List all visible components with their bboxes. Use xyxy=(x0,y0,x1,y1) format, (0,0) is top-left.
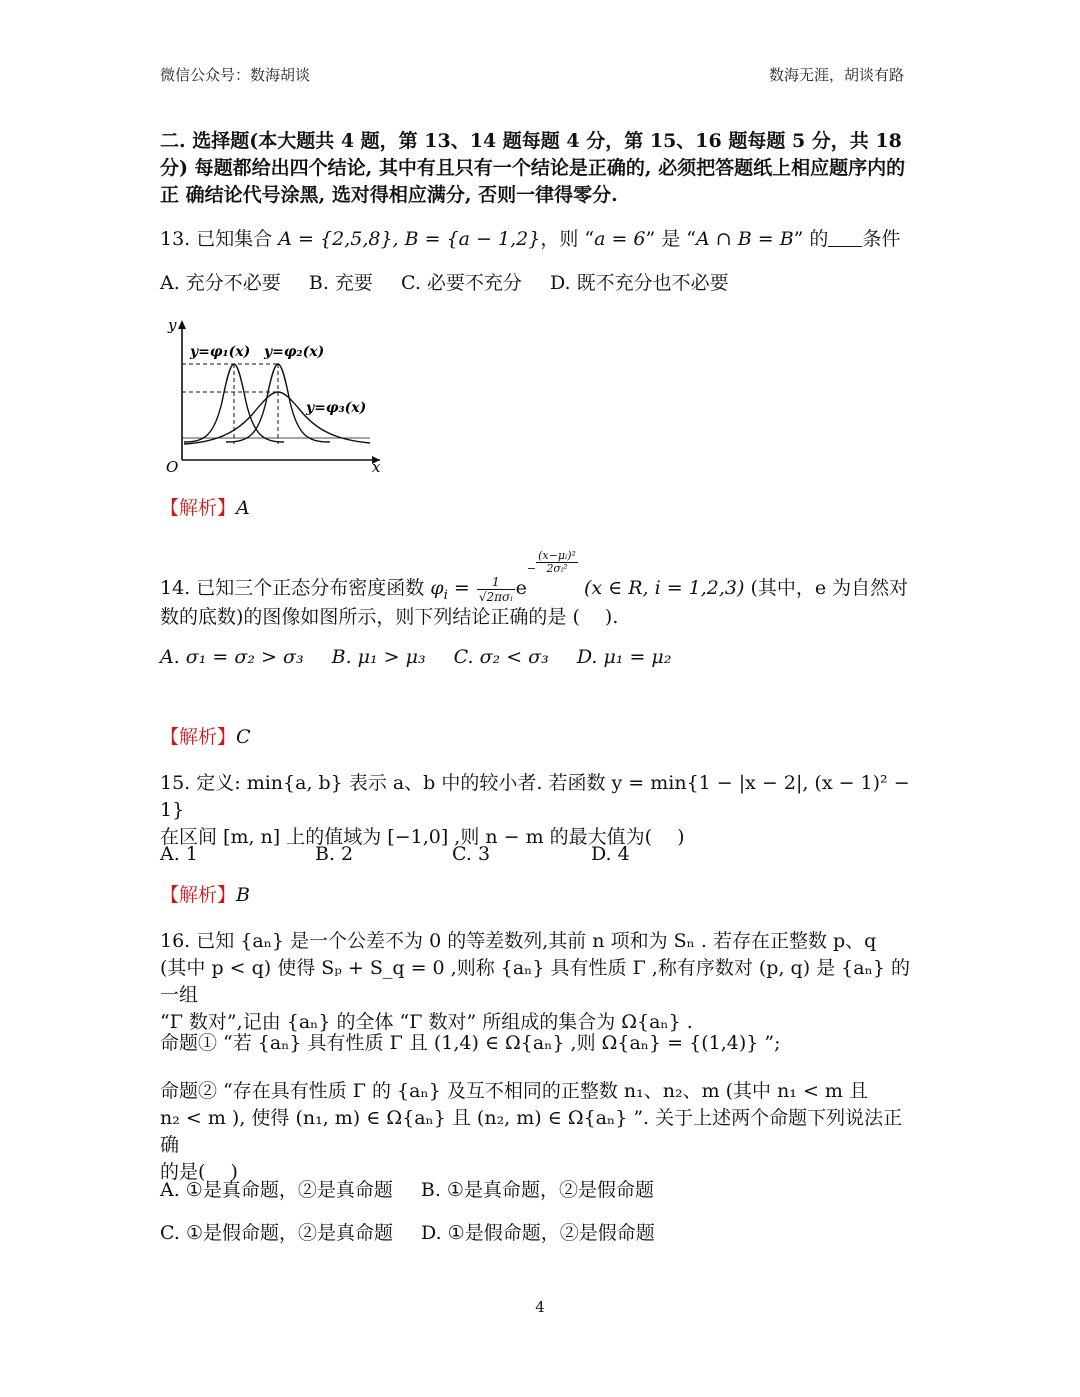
answer-blank xyxy=(828,228,862,247)
q15-option-b: B. 2 xyxy=(315,843,354,865)
curve-label-phi1: y=φ₁(x) xyxy=(190,344,251,360)
q15-option-d: D. 4 xyxy=(591,843,630,865)
q13-options xyxy=(160,270,920,297)
q16-option-a: A. ①是真命题，②是真命题 xyxy=(160,1179,393,1201)
q16-options-row1 xyxy=(160,1177,920,1204)
proposition-2: 命题② “存在具有性质 Γ 的 {aₙ} 及互不相同的正整数 n₁、n₂、m (其中 n₁ < m 且 n₂ < m ), 使得 (n₁, m) ∈ Ω{aₙ} 且 (n₂, m) ∈ Ω{aₙ} ”. 关于上述两个命题下列说法正确 的是( ) xyxy=(160,1080,903,1183)
question-15: 15. 定义: min{a, b} 表示 a、b 中的较小者. 若函数 y = min{1 − |x − 2|, (x − 1)² − 1} 在区间 [m, n] 上的值域为 [−1,0] ,则 n − m 的最大值为( ) xyxy=(160,772,910,848)
question-13: 13. 已知集合 A = {2,5,8}, B = {a − 1,2}，则 “a = 6” 是 “A ∩ B = B” 的 条件 xyxy=(160,228,901,250)
origin-label: O xyxy=(166,458,179,474)
q13-option-c: C. 必要不充分 xyxy=(400,272,522,294)
x-axis-label: x xyxy=(372,458,381,474)
q14-option-a: A. σ₁ = σ₂ > σ₃ xyxy=(160,646,304,668)
q14-options xyxy=(160,644,920,671)
q13-option-d: D. 既不充分也不必要 xyxy=(549,272,729,294)
q14-option-c: C. σ₂ < σ₃ xyxy=(453,646,549,668)
q16-option-b: B. ①是真命题，②是假命题 xyxy=(420,1179,654,1201)
q16-options-row2 xyxy=(160,1220,920,1247)
section-title: 二. 选择题(本大题共 4 题，第 13、14 题每题 4 分，第 15、16 题每题 5 分，共 18 分) 每题都给出四个结论, 其中有且只有一个结论是正确的, 必须把答题纸上相应题序内的正 确结论代号涂黑, 选对得相应满分, 否则一律得零分. xyxy=(160,130,906,206)
q14-option-d: D. μ₁ = μ₂ xyxy=(576,646,672,668)
q16-option-d: D. ①是假命题，②是假命题 xyxy=(421,1222,655,1244)
page-number: 4 xyxy=(535,1298,545,1316)
exponent-fraction: $\frac{\text{(x−μᵢ)²}}{\text{2σᵢ²}}$ xyxy=(538,549,576,575)
header-right: 数海无涯，胡谈有路 xyxy=(768,66,904,84)
curve-label-phi2: y=φ₂(x) xyxy=(264,344,325,360)
q14-option-b: B. μ₁ > μ₃ xyxy=(331,646,426,668)
curve-label-phi3: y=φ₃(x) xyxy=(306,400,367,416)
header-left: 微信公众号：数海胡谈 xyxy=(160,66,311,84)
question-14: 14. 已知三个正态分布密度函数 $\varphi_i$ = $\frac{1}{\text{√2πσᵢ}}$ e− $\frac{\text{(x−μᵢ)²}}{\text{2σᵢ²}}$ (x ∈ R, i = 1,2,3) (其中，e 为自然对数的底数)的图像如图所示，则下列结论正确的是 ( ). xyxy=(160,549,909,628)
q15-option-a: A. 1 xyxy=(160,843,198,865)
q15-option-c: C. 3 xyxy=(452,843,491,865)
answer-13: 【解析】A xyxy=(160,497,250,519)
q13-option-a: A. 充分不必要 xyxy=(160,272,281,294)
answer-14: 【解析】C xyxy=(160,726,251,748)
normal-curves-figure xyxy=(160,312,392,474)
proposition-1: 命题① “若 {aₙ} 具有性质 Γ 且 (1,4) ∈ Ω{aₙ} ,则 Ω{aₙ} = {(1,4)} ”; xyxy=(160,1032,781,1054)
answer-15: 【解析】B xyxy=(160,884,250,906)
y-axis-label: y xyxy=(168,316,177,334)
q16-option-c: C. ①是假命题，②是真命题 xyxy=(160,1222,393,1244)
density-fraction: $\frac{1}{\text{√2πσᵢ}}$ xyxy=(478,574,513,604)
q13-option-b: B. 充要 xyxy=(308,272,373,294)
question-16: 16. 已知 {aₙ} 是一个公差不为 0 的等差数列,其前 n 项和为 Sₙ . 若存在正整数 p、q (其中 p < q) 使得 Sₚ + S_q = 0 ,则称 {aₙ} 具有性质 Γ ,称有序数对 (p, q) 是 {aₙ} 的一组 “Γ 数对”,记由 {aₙ} 的全体 “Γ 数对” 所组成的集合为 Ω{aₙ} . xyxy=(160,930,910,1033)
